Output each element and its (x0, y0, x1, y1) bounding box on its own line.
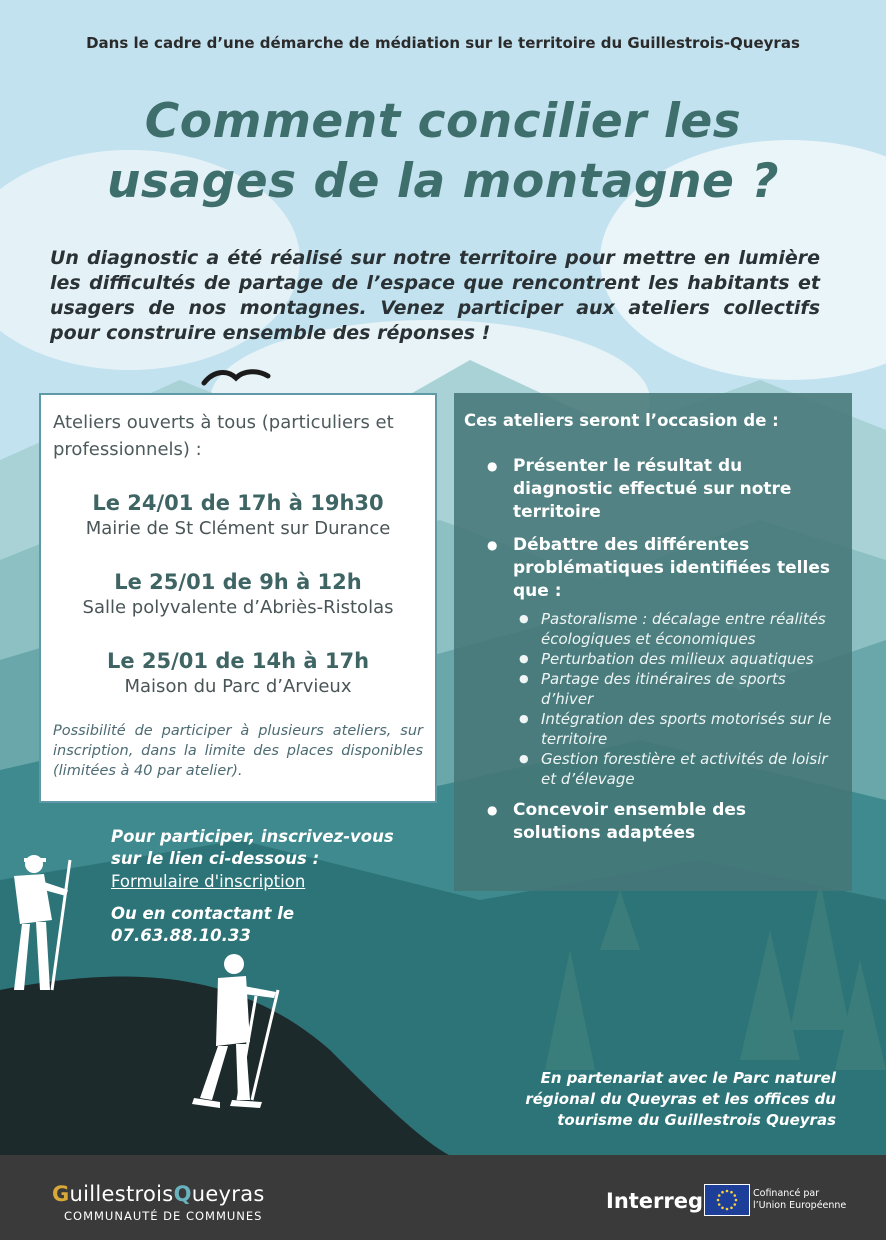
eu-star-icon (735, 1199, 738, 1202)
footer (0, 1155, 886, 1240)
session-place: Maison du Parc d’Arvieux (124, 676, 352, 697)
session-2 (41, 568, 435, 620)
bird-icon (200, 366, 272, 386)
eu-text-line: Cofinancé par (753, 1188, 820, 1199)
occasion-box (454, 393, 852, 891)
session-1 (41, 489, 435, 541)
eu-star-icon (733, 1203, 736, 1206)
contact-phone: Ou en contactant le 07.63.88.10.33 (111, 904, 295, 945)
session-place: Salle polyvalente d’Abriès-Ristolas (82, 597, 394, 618)
logo-subtitle: COMMUNAUTÉ DE COMMUNES (64, 1209, 263, 1223)
intro-paragraph: Un diagnostic a été réalisé sur notre territoire pour mettre en lumière les difficultés de partage de l’espace que rencontrent les habitants et usagers de nos montagnes. Venez participer aux ateliers collectifs pour construire ensemble des réponses ! (50, 247, 820, 344)
eu-cofinance-text (753, 1188, 846, 1212)
session-3 (41, 647, 435, 699)
logo-wordmark (52, 1182, 265, 1206)
registration-call: Pour participer, inscrivez-vous sur le lien ci-dessous : (111, 827, 394, 868)
issue-item: ● Gestion forestière et activités de loisir et d’élevage (513, 749, 837, 789)
list-item (487, 799, 837, 845)
logo-letter-q: Q (173, 1182, 192, 1206)
eu-star-icon (718, 1194, 721, 1197)
occasion-heading: Ces ateliers seront l’occasion de : (464, 411, 779, 430)
session-place: Mairie de St Clément sur Durance (85, 518, 391, 539)
eu-star-icon (721, 1191, 724, 1194)
session-date: Le 25/01 de 9h à 12h (114, 570, 362, 594)
issue-item: ● Perturbation des milieux aquatiques (513, 649, 837, 669)
registration-block (111, 826, 411, 947)
eu-star-icon (726, 1190, 729, 1193)
workshops-heading: Ateliers ouverts à tous (particuliers et professionnels) : (53, 412, 394, 460)
logo-text: uillestrois (69, 1182, 174, 1206)
eu-star-icon (718, 1203, 721, 1206)
eu-star-icon (730, 1191, 733, 1194)
list-item (487, 455, 837, 524)
issue-item: ● Partage des itinéraires de sports d’hiver (513, 669, 837, 709)
registration-note: Possibilité de participer à plusieurs ateliers, sur inscription, dans la limite des places disponibles (limitées à 40 par atelier). (53, 723, 423, 779)
title-line-1: Comment concilier les (144, 94, 742, 149)
eu-star-icon (717, 1199, 720, 1202)
list-item-text: Débattre des différentes problématiques identifiées telles que : (513, 535, 830, 601)
logo-text: ueyras (191, 1182, 265, 1206)
issue-item: ● Pastoralisme : décalage entre réalités écologiques et économiques (513, 609, 837, 649)
eu-star-icon (726, 1208, 729, 1211)
interreg-logo: Interreg (606, 1189, 704, 1213)
issue-item: ● Intégration des sports motorisés sur le territoire (513, 709, 837, 749)
partnership-text: En partenariat avec le Parc naturel régional du Queyras et les offices du tourisme du Guillestrois Queyras (525, 1069, 836, 1129)
list-item-text: Concevoir ensemble des solutions adaptées (513, 800, 747, 843)
eu-star-icon (730, 1206, 733, 1209)
logo-letter-g: G (52, 1182, 70, 1206)
eu-star-icon (721, 1206, 724, 1209)
issues-list (513, 609, 837, 789)
eu-star-icon (733, 1194, 736, 1197)
eu-flag-icon (704, 1184, 750, 1216)
session-date: Le 25/01 de 14h à 17h (106, 649, 370, 673)
eu-text-line: l’Union Européenne (753, 1200, 847, 1211)
registration-form-link[interactable]: Formulaire d'inscription (111, 872, 306, 891)
list-item (487, 534, 837, 789)
hiker-left-icon (0, 850, 90, 1000)
hiker-right-icon (190, 950, 290, 1115)
workshops-box (39, 393, 437, 803)
title-line-2: usages de la montagne ? (106, 154, 780, 209)
list-item-text: Présenter le résultat du diagnostic effectué sur notre territoire (513, 456, 792, 522)
context-line: Dans le cadre d’une démarche de médiation sur le territoire du Guillestrois-Queyras (86, 34, 800, 52)
occasion-list (487, 455, 837, 855)
page-title (0, 92, 886, 212)
guillestrois-queyras-logo (52, 1182, 265, 1223)
session-date: Le 24/01 de 17h à 19h30 (92, 491, 384, 515)
